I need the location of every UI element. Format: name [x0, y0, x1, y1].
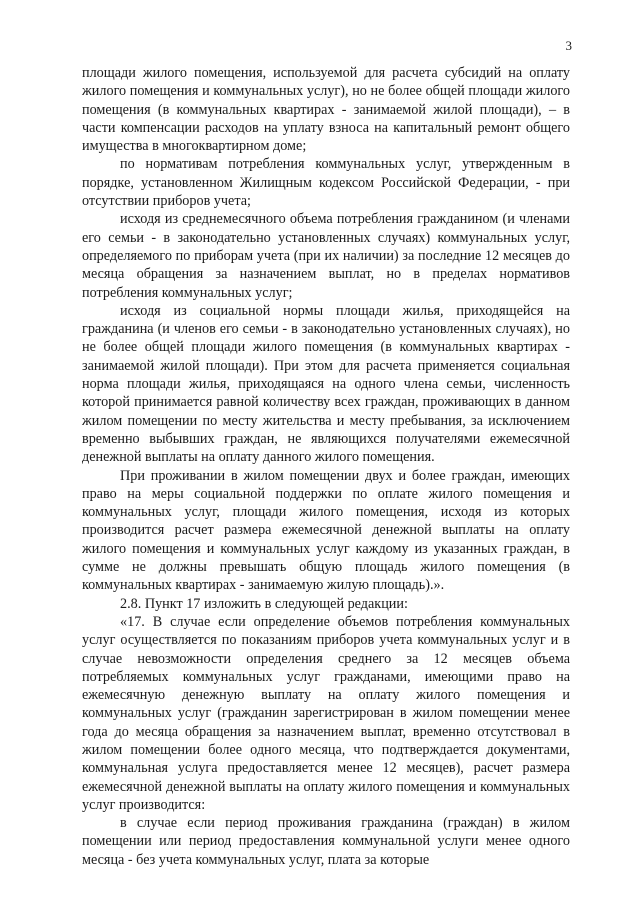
paragraph-1: площади жилого помещения, используемой для расчета субсидий на оплату жилого помещения и коммунальных услуг), но не более общей площади жилого помещения (в коммунальных квартирах - занимаемой жилой площади), – в части компенсации расходов на уплату взноса на капитальный ремонт общего имущества в многоквартирном доме; [82, 65, 570, 155]
paragraph-4: исходя из социальной нормы площади жилья, приходящейся на гражданина (и членов его семьи - в законодательно установленных случаях), но не более общей площади жилого помещения (в коммунальных квартирах - занимаемой жилой площади). При этом для расчета применяется социальная норма площади жилья, приходящаяся на одного члена семьи, численность которой принимается равной количеству всех граждан, проживающих в данном жилом помещении по месту жительства и месту пребывания, за исключением временно выбывших граждан, не являющихся получателями ежемесячной денежной выплаты на оплату данного жилого помещения. [82, 302, 570, 466]
paragraph-7: «17. В случае если определение объемов потребления коммунальных услуг осуществляется по показаниям приборов учета коммунальных услуг и в случае невозможности определения среднего за 12 месяцев объема потребляемых коммунальных услуг гражданами, имеющими право на ежемесячную денежную выплату на оплату жилого помещения и коммунальных услуг (гражданин зарегистрирован в жилом помещении менее года до месяца обращения за назначением выплат, временно отсутствовал в жилом помещении более одного месяца, что подтверждается документами, коммунальная услуга предоставляется менее 12 месяцев), расчет размера ежемесячной денежной выплаты на оплату жилого помещения и коммунальных услуг производится: [82, 613, 570, 813]
document-body [82, 64, 570, 869]
paragraph-6: 2.8. Пункт 17 изложить в следующей редакции: [120, 595, 408, 612]
paragraph-3: исходя из среднемесячного объема потребления гражданином (и членами его семьи - в законодательно установленных случаях) коммунальных услуг, определяемого по приборам учета (при их наличии) за последние 12 месяцев до месяца обращения за назначением выплат, но в пределах нормативов потребления коммунальных услуг; [82, 211, 570, 301]
paragraph-5: При проживании в жилом помещении двух и более граждан, имеющих право на меры социальной поддержки по оплате жилого помещения и коммунальных услуг, площади жилого помещения, исходя из которых производится расчет размера ежемесячной денежной выплаты на оплату жилого помещения и коммунальных услуг каждому из указанных граждан, в сумме не должны превышать общую площадь жилого помещения (в коммунальных квартирах - занимаемую жилую площадь).». [82, 467, 570, 594]
page-number: 3 [565, 38, 572, 53]
paragraph-2: по нормативам потребления коммунальных услуг, утвержденным в порядке, установленном Жилищным кодексом Российской Федерации, - при отсутствии приборов учета; [82, 156, 570, 210]
paragraph-8: в случае если период проживания гражданина (граждан) в жилом помещении или период предоставления коммунальной услуги менее одного месяца - без учета коммунальных услуг, плата за которые [82, 815, 570, 868]
